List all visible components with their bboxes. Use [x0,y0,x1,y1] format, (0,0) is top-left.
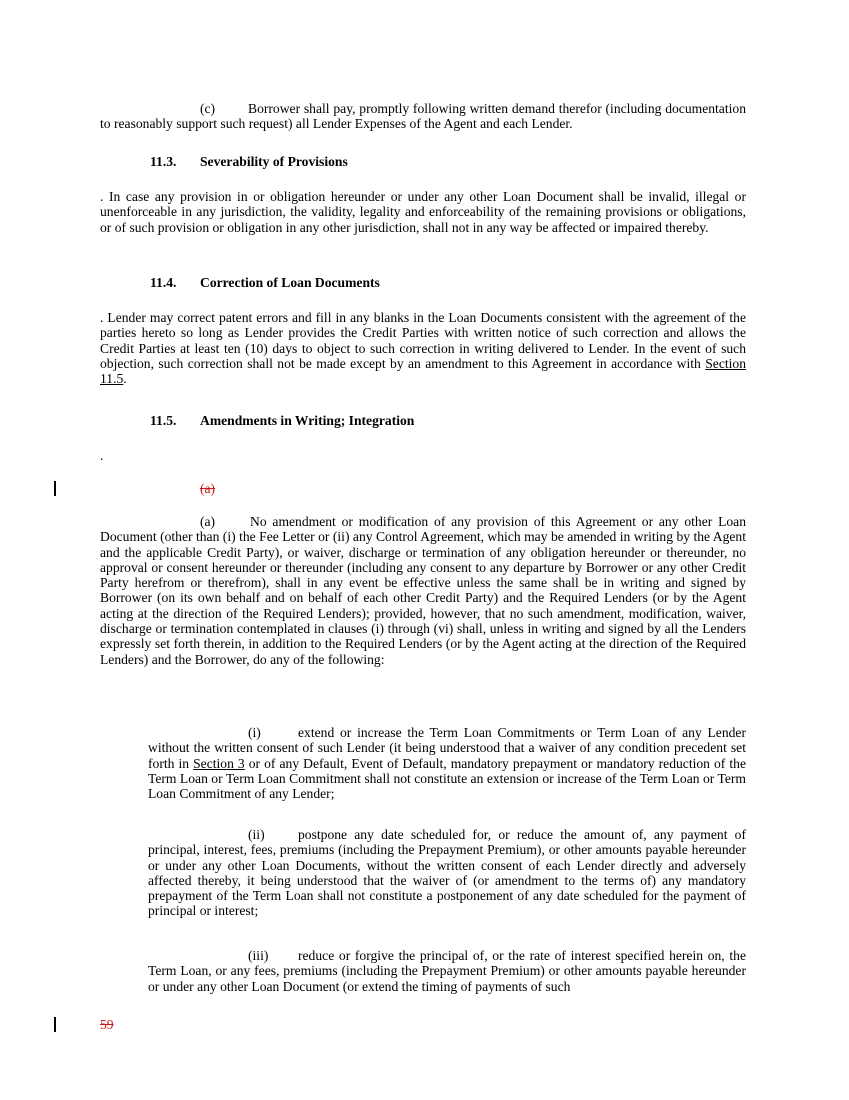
clause-ii-label: (ii) [248,827,265,842]
deleted-label-a: (a) [200,481,216,496]
section-number: 11.3. [150,154,177,169]
section-11-4-tail: . [123,371,127,387]
paragraph-c-label: (c) [200,101,216,116]
section-3-reference-link[interactable]: Section 3 [193,755,245,771]
clause-i-text-b: or of any Default, Event of Default, mandatory prepayment or mandatory reduction of the Term Loan or Term Loan Commitment shall not constitute an extension or increase of the Term Loan or Term Loan Commitment of any Lender; [148,755,746,802]
clause-iii-text: reduce or forgive the principal of, or the rate of interest specified herein on, the Term Loan, or any fees, premiums (including the Prepayment Premium) or other amounts payable hereunder or under any other Loan Document (or extend the timing of payments of such [148,948,746,994]
section-title: Severability of Provisions [200,154,348,169]
section-11-5-reference-link[interactable]: Section 11.5 [100,355,746,387]
section-11-4-text: . Lender may correct patent errors and fill in any blanks in the Loan Documents consistent with the agreement of the parties hereto so long as Lender provides the Credit Parties with written notice of such correction and allows the Credit Parties at least ten (10) days to object to such correction in writing delivered to Lender. In the event of such objection, such correction shall not be made except by an amendment to this Agreement in accordance with [100,310,746,371]
clause-ii [148,827,746,919]
clause-iii [148,948,746,994]
clause-i-text: extend or increase the Term Loan Commitments or Term Loan of any Lender without the written consent of such Lender (it being understood that a waiver of any condition precedent set forth in [148,725,746,771]
section-11-4-heading [150,275,380,290]
paragraph-a [100,514,746,667]
clause-iii-label: (iii) [248,948,269,963]
section-11-4-body [100,310,746,386]
paragraph-a-label: (a) [200,514,216,529]
clause-i-label: (i) [248,725,261,740]
paragraph-a-text: No amendment or modification of any provision of this Agreement or any other Loan Document (other than (i) the Fee Letter or (ii) any Control Agreement, which may be amended in writing by the Agent and the applicable Credit Party), or waiver, discharge or termination of any obligation hereunder or thereunder, no approval or consent hereunder or thereunder (including any consent to any departure by Borrower or any other Credit Party herefrom or therefrom), shall in any event be effective unless the same shall be in writing and signed by Borrower (on its own behalf and on behalf of each other Credit Party) and the Required Lenders (or by the Agent acting at the direction of the Required Lenders); provided, however, that no such amendment, modification, waiver, discharge or termination contemplated in clauses (i) through (vi) shall, unless in writing and signed by all the Lenders expressly set forth therein, in addition to the Required Lenders (or by the Agent acting at the direction of the Required Lenders) and the Borrower, do any of the following: [100,514,746,667]
clause-ii-text: postpone any date scheduled for, or reduce the amount of, any payment of principal, interest, fees, premiums (including the Prepayment Premium), or other amounts payable hereunder or under any other Loan Documents, without the written consent of each Lender directly and adversely affected thereby, it being understood that the waiver of (or amendment to the terms of) any mandatory prepayment of the Term Loan shall not constitute a postponement of any date scheduled for the payment of principal or interest; [148,827,746,919]
paragraph-c [100,101,746,132]
clause-i [148,725,746,801]
change-bar [54,1017,56,1032]
change-bar [54,481,56,496]
section-11-3-heading [150,154,348,169]
section-title: Correction of Loan Documents [200,275,380,290]
section-title: Amendments in Writing; Integration [200,413,415,428]
section-11-3-body: . In case any provision in or obligation hereunder or under any other Loan Document shall be invalid, illegal or unenforceable in any jurisdiction, the validity, legality and enforceability of the remaining provisions or obligations, or of such provision or obligation in any other jurisdiction, shall not in any way be affected or impaired thereby. [100,189,746,235]
section-11-5-dot: . [100,448,104,463]
section-number: 11.5. [150,413,177,428]
paragraph-c-text: Borrower shall pay, promptly following written demand therefor (including documentation to reasonably support such request) all Lender Expenses of the Agent and each Lender. [100,101,746,132]
page-number: 59 [100,1017,114,1032]
section-number: 11.4. [150,275,177,290]
section-11-5-heading [150,413,414,428]
